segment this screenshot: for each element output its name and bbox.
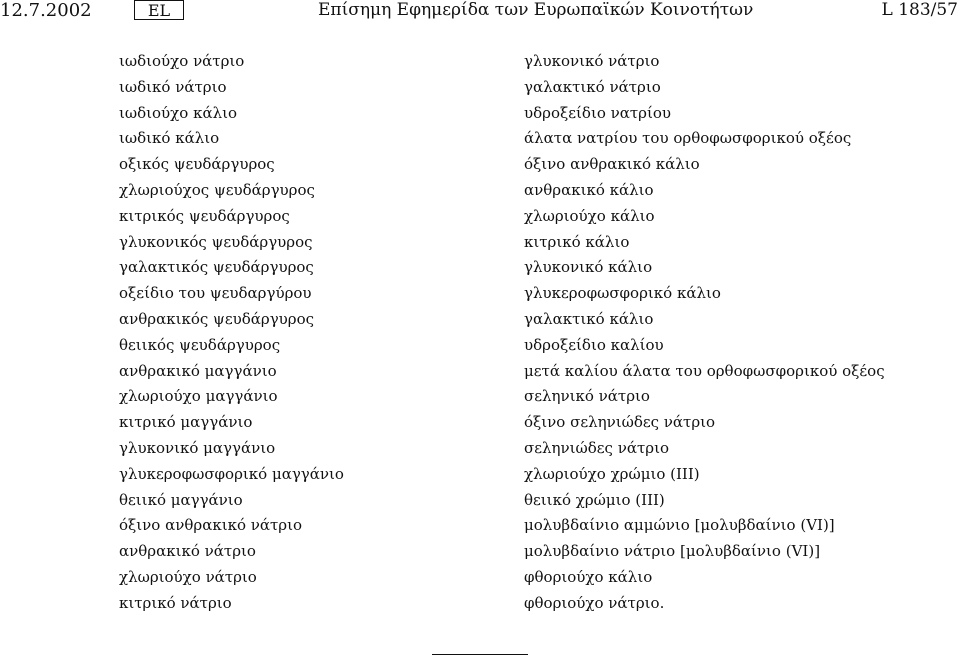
language-badge: EL [134, 0, 184, 20]
list-item: χλωριούχος ψευδάργυρος [119, 180, 315, 199]
list-item: σεληνιώδες νάτριο [524, 438, 669, 457]
list-item: θειικός ψευδάργυρος [119, 335, 281, 354]
list-item: όξινο ανθρακικό κάλιο [524, 155, 700, 174]
list-item: υδροξείδιο καλίου [524, 335, 664, 354]
list-item: κιτρικό μαγγάνιο [119, 413, 253, 432]
list-item: γλυκονικό νάτριο [524, 52, 660, 70]
list-item: γαλακτικό νάτριο [524, 77, 661, 96]
list-item: γλυκεροφωσφορικό μαγγάνιο [119, 464, 344, 483]
list-item: όξινο σεληνιώδες νάτριο [524, 413, 716, 432]
list-item: θειικό μαγγάνιο [119, 490, 243, 509]
list-item: γλυκεροφωσφορικό κάλιο [524, 284, 721, 303]
list-item: μετά καλίου άλατα του ορθοφωσφορικού οξέος [524, 361, 885, 380]
list-item: μολυβδαίνιο νάτριο [μολυβδαίνιο (VI)] [524, 542, 821, 561]
list-item: φθοριούχο κάλιο [524, 567, 653, 586]
right-substance-list [524, 49, 885, 617]
list-item: κιτρικό νάτριο [119, 593, 232, 612]
list-item: χλωριούχο μαγγάνιο [119, 387, 278, 406]
list-item: υδροξείδιο νατρίου [524, 103, 672, 122]
list-item: ανθρακικός ψευδάργυρος [119, 309, 315, 328]
page-header [0, 0, 960, 26]
list-item: σεληνικό νάτριο [524, 387, 650, 406]
list-item: χλωριούχο νάτριο [119, 567, 257, 586]
journal-title: Επίσημη Εφημερίδα των Ευρωπαϊκών Κοινοτήτων [318, 0, 754, 20]
list-item: όξινο ανθρακικό νάτριο [119, 516, 303, 535]
list-item: θειικό χρώμιο (ΙΙΙ) [524, 490, 665, 509]
list-item: γλυκονικό μαγγάνιο [119, 438, 276, 457]
list-item: χλωριούχο κάλιο [524, 206, 655, 225]
left-substance-list [119, 49, 344, 617]
page-reference: L 183/57 [881, 0, 958, 20]
publication-date: 12.7.2002 [0, 0, 92, 21]
list-item: ανθρακικό μαγγάνιο [119, 361, 277, 380]
list-item: ανθρακικό νάτριο [119, 542, 256, 561]
list-item: φθοριούχο νάτριο. [524, 593, 665, 612]
footer-divider [432, 654, 528, 655]
list-item: κιτρικός ψευδάργυρος [119, 206, 290, 225]
list-item: ιωδιούχο νάτριο [119, 52, 245, 70]
list-item: γαλακτικό κάλιο [524, 309, 654, 328]
list-item: κιτρικό κάλιο [524, 232, 630, 251]
list-item: οξείδιο του ψευδαργύρου [119, 284, 312, 303]
list-item: άλατα νατρίου του ορθοφωσφορικού οξέος [524, 129, 852, 148]
list-item: ιωδικό κάλιο [119, 129, 220, 148]
list-item: γλυκονικός ψευδάργυρος [119, 232, 313, 251]
list-item: γλυκονικό κάλιο [524, 258, 653, 277]
list-item: μολυβδαίνιο αμμώνιο [μολυβδαίνιο (VI)] [524, 516, 835, 535]
list-item: χλωριούχο χρώμιο (ΙΙΙ) [524, 464, 700, 483]
list-item: ιωδιούχο κάλιο [119, 103, 237, 122]
list-item: ιωδικό νάτριο [119, 77, 227, 96]
list-item: ανθρακικό κάλιο [524, 180, 654, 199]
list-item: γαλακτικός ψευδάργυρος [119, 258, 314, 277]
list-item: οξικός ψευδάργυρος [119, 155, 275, 174]
